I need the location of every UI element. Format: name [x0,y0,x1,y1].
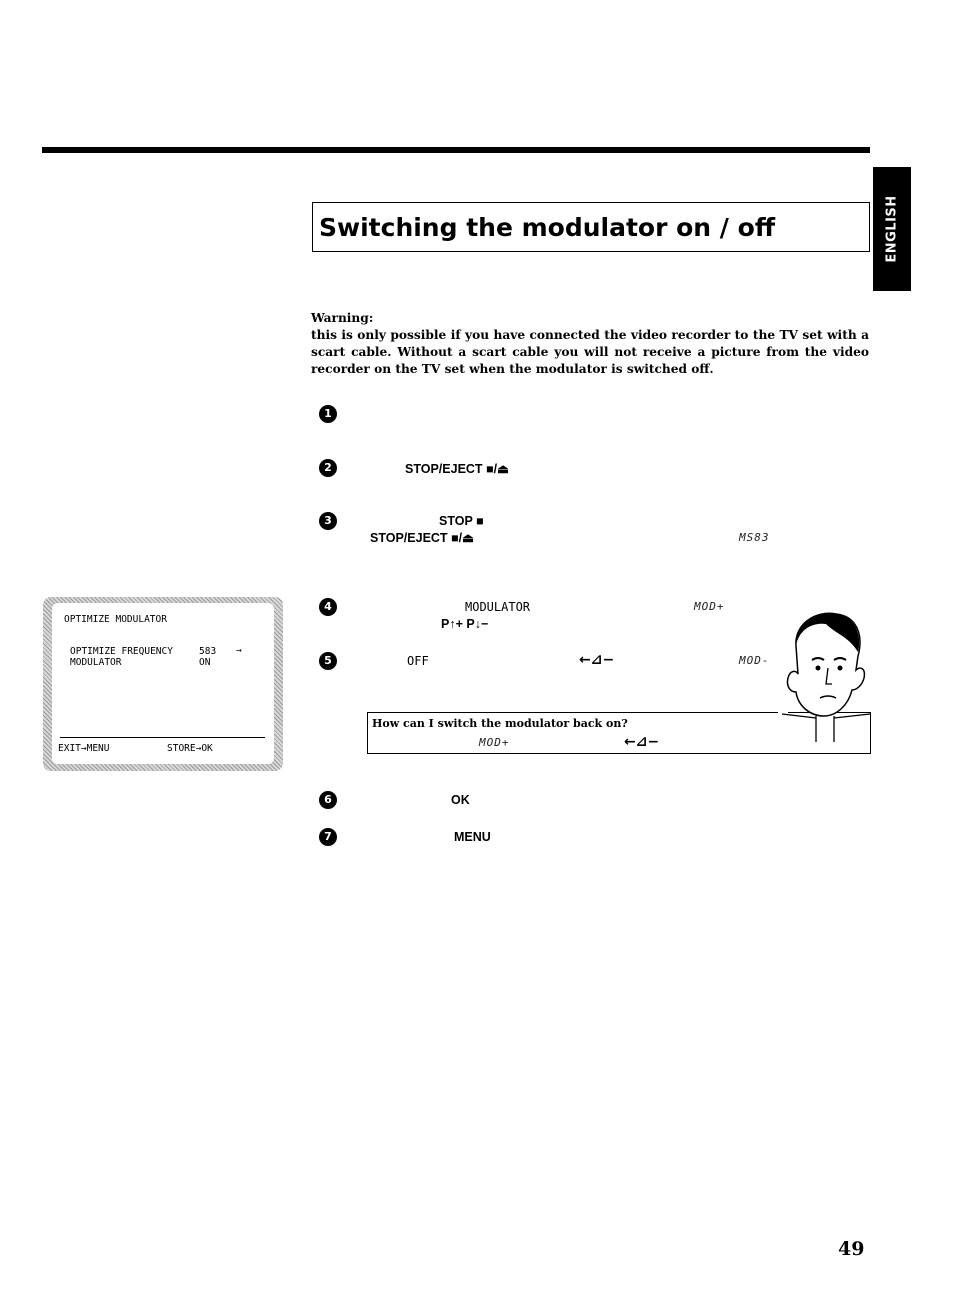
tip-volume-symbol: ←⊿− [624,734,660,750]
lcd-display-ms83: MS83 [739,531,770,544]
osd-modulator-text: MODULATOR [465,600,531,614]
language-tab [873,167,911,291]
tv-exit-hint: EXIT→MENU [58,743,110,754]
tv-row2-value: ON [199,657,211,668]
cartoon-face-illustration [776,606,872,744]
stop-key: STOP ■ [439,514,484,528]
warning-block [311,310,869,378]
volume-minus-symbol: ←⊿− [579,652,615,668]
tv-row1-arrow-icon: → [236,645,242,656]
osd-off-text: OFF [407,654,429,668]
tv-row1-value: 583 [199,646,217,657]
lcd-display-mod-minus: MOD- [739,654,770,667]
step-number-4: 4 [319,598,337,616]
step-number-7: 7 [319,828,337,846]
tv-screen-divider [60,737,265,738]
page-number: 49 [838,1238,865,1260]
step-number-1: 1 [319,405,337,423]
menu-key: MENU [454,830,491,844]
title-box [312,202,870,252]
stop-eject-key: STOP/EJECT ■/⏏ [405,462,509,476]
step-number-3: 3 [319,512,337,530]
step-number-2: 2 [319,459,337,477]
language-tab-label: ENGLISH [884,195,900,263]
program-keys: P↑+ P↓− [441,617,489,631]
step-number-5: 5 [319,652,337,670]
tv-screen-illustration [43,597,283,771]
step-number-6: 6 [319,791,337,809]
tv-row2-label: MODULATOR [70,657,122,668]
tv-screen-title: OPTIMIZE MODULATOR [64,614,167,625]
top-rule [42,147,870,153]
tip-lcd-mod-plus: MOD+ [479,736,510,749]
warning-label: Warning: [311,311,374,325]
warning-text: this is only possible if you have connected the video recorder to the TV set with a scart cable. Without a scart cable you will not receive a picture from the video recorder on the TV set when the modulator is switched off. [311,328,869,376]
lcd-display-mod-plus: MOD+ [694,600,725,613]
tv-screen [52,603,274,764]
tv-row1-label: OPTIMIZE FREQUENCY [70,646,173,657]
stop-eject-key-2: STOP/EJECT ■/⏏ [370,531,474,545]
page-title: Switching the modulator on / off [319,213,776,242]
tv-store-hint: STORE→OK [167,743,213,754]
ok-key: OK [451,793,470,807]
tip-question: How can I switch the modulator back on? [372,717,628,730]
